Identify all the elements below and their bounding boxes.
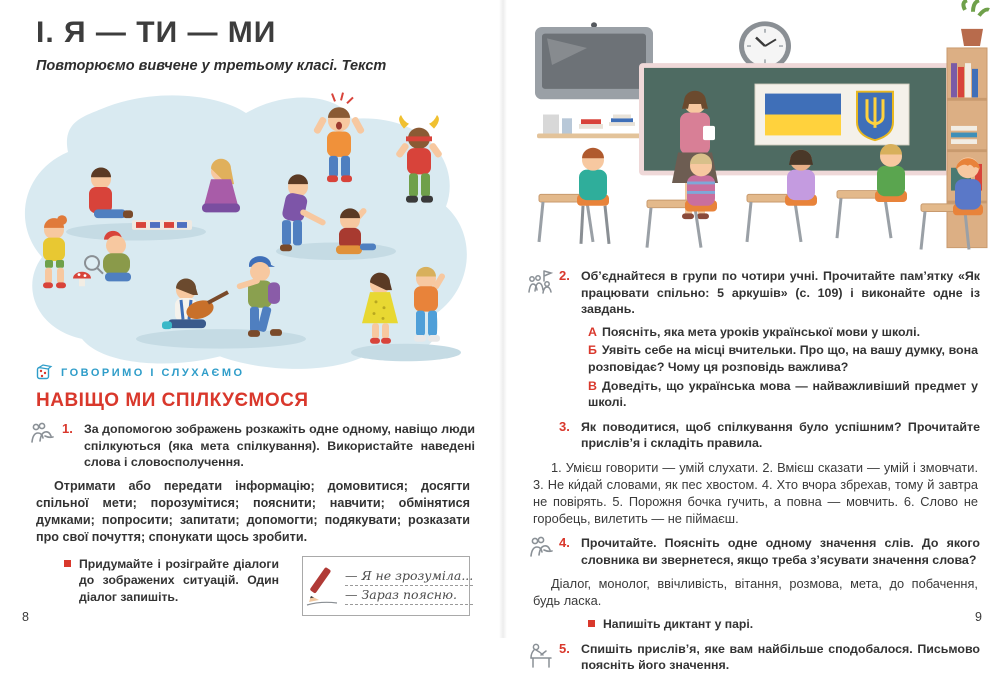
option-text: Поясніть, яка мета уроків української мови у школі. <box>601 324 921 339</box>
task-3-spacer <box>527 419 559 452</box>
ukraine-flag-blue <box>765 94 841 115</box>
word-list-paragraph: Отримати або передати інформацію; домовитися; досягти спільної мети; порозумітися; пояснити; навчити; обмінятися думками; попросити; запитати; допомогти; подякувати; розказати про свої почуття; спонукати щось зробити. <box>36 478 470 544</box>
handwriting-example-box <box>302 556 474 616</box>
task-text: За допомогою зображень розкажіть одне одному, навіщо люди спілкуються (яка мета спілкування). Використайте наведені слова і словосполучення. <box>84 422 475 470</box>
wall-screen <box>535 22 653 99</box>
chapter-subtitle: Повторюємо вивчене у третьому класі. Текст <box>36 58 387 74</box>
task-text: Спишіть прислів’я, яке вам найбільше сподобалося. Письмово поясніть його значення. <box>581 641 980 673</box>
task-text: Як поводитися, щоб спілкування було успішним? Прочитайте прислів’я і складіть правила. <box>581 419 980 451</box>
task-number: 1. <box>62 421 73 436</box>
pencil-icon <box>305 564 345 608</box>
two-speakers-icon <box>527 535 559 568</box>
red-square-bullet <box>588 620 595 627</box>
classroom-illustration <box>503 8 1006 260</box>
option-b <box>588 342 978 375</box>
dialog-line-1: — Я не зрозуміла... <box>345 567 473 586</box>
option-letter: В <box>588 378 597 393</box>
student-1 <box>539 148 609 244</box>
option-letter: Б <box>588 343 597 358</box>
flag-poster <box>755 84 909 145</box>
vocabulary-paragraph: Діалог, монолог, ввічливість, вітання, розмова, мета, до побачення, будь ласка. <box>533 576 978 609</box>
option-a <box>588 324 978 341</box>
left-page <box>0 0 503 638</box>
option-text: Доведіть, що українська мова — найважливіший предмет у школі. <box>588 378 978 410</box>
chessboard <box>132 220 192 230</box>
task-3 <box>527 419 980 452</box>
classroom-scene <box>517 8 987 260</box>
option-letter: А <box>588 324 597 339</box>
subtask-text: Придумайте і розіграйте діалоги до зображених ситуацій. Один діалог запишіть. <box>79 556 279 604</box>
strand-label-text: ГОВОРИМО І СЛУХАЄМО <box>61 366 245 379</box>
ukraine-flag-yellow <box>765 115 841 136</box>
task-4 <box>527 535 980 568</box>
page-number-left: 8 <box>22 610 29 624</box>
task-2 <box>527 268 980 318</box>
task-text: Об’єднайтеся в групи по чотири учні. Прочитайте пам’ятку «Як працювати спільно: 5 аркушів» (с. 109) і виконайте одне із завдань. <box>581 269 980 317</box>
writing-at-desk-icon <box>527 641 559 675</box>
children-illustration <box>0 78 503 370</box>
right-page <box>503 0 1006 673</box>
task-number: 4. <box>559 534 570 550</box>
left-bottom-row <box>64 556 474 616</box>
dice-icon <box>36 364 53 381</box>
subtask-bullet <box>64 556 279 616</box>
task-2-options <box>588 324 978 411</box>
dialog-line-2: — Зараз поясню. <box>345 586 473 605</box>
strand-label <box>36 364 503 381</box>
two-speakers-icon <box>28 421 62 471</box>
children-playing-scene <box>6 78 476 370</box>
dialog-lines <box>345 567 473 605</box>
red-square-bullet <box>64 560 71 567</box>
task-number: 5. <box>559 640 570 656</box>
proverbs-paragraph: 1. Умієш говорити — умій слухати. 2. Вмієш сказати — умій і змовчати. 3. Не ки́дай словами, як пес хвостом. 4. Хто вчора збрехав, тому й завтра не повірять. 5. Порожня бочка гучить, а повна — мовчить. 6. Слово не горобець, вилетить — не піймаєш. <box>533 459 978 526</box>
task-number: 2. <box>559 268 570 283</box>
task-5 <box>527 641 980 675</box>
option-v <box>588 378 978 411</box>
subtask-text: Напишіть диктант у парі. <box>603 617 754 632</box>
page-number-right: 9 <box>975 610 982 624</box>
lesson-heading: НАВІЩО МИ СПІЛКУЄМОСЯ <box>36 390 309 411</box>
task-text: Прочитайте. Поясніть одне одному значення слів. До якого словника ви звернетеся, якщо треба з’ясувати значення слова? <box>581 535 980 567</box>
page-gutter <box>499 0 507 638</box>
subtask-bullet <box>588 616 978 633</box>
chapter-title: І. Я — ТИ — МИ <box>36 16 277 49</box>
task-1 <box>28 421 475 471</box>
option-text: Уявіть себе на місці вчительки. Про що, на вашу думку, вона розповідає? Чому ця розповідь важлива? <box>588 343 978 374</box>
group-with-flag-icon <box>527 268 559 318</box>
task-number: 3. <box>559 418 570 434</box>
